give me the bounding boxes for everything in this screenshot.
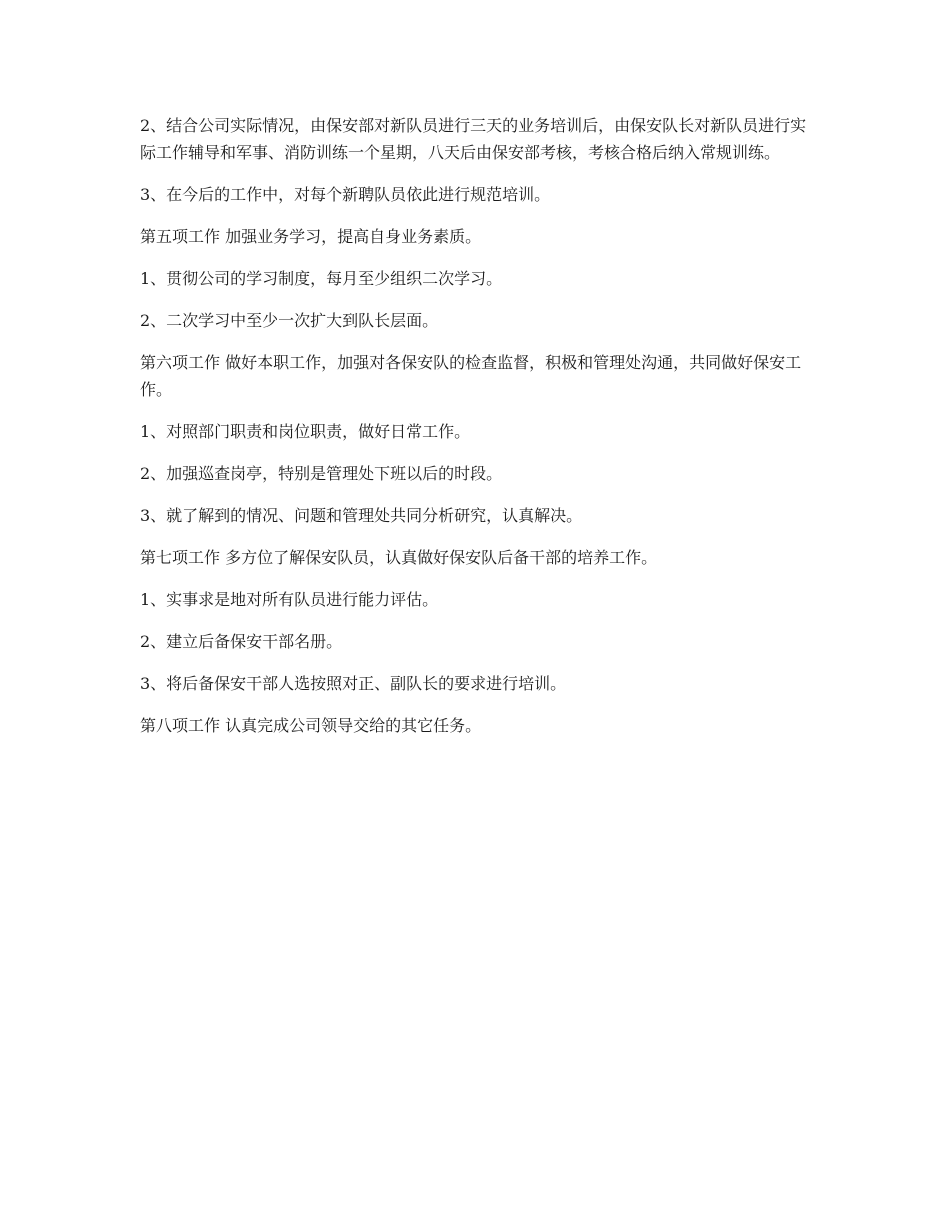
section-heading-6: 第六项工作 做好本职工作，加强对各保安队的检查监督，积极和管理处沟通，共同做好保安工作。 [140,353,802,399]
paragraph-item-cadre-training: 3、将后备保安干部人选按照对正、副队长的要求进行培训。 [140,674,567,693]
paragraph-item-training-schedule: 2、结合公司实际情况，由保安部对新队员进行三天的业务培训后，由保安队长对新队员进行实际工作辅导和军事、消防训练一个星期，八天后由保安部考核，考核合格后纳入常规训练。 [140,116,807,162]
paragraph-item-patrol: 2、加强巡查岗亭，特别是管理处下班以后的时段。 [140,464,503,483]
paragraph-item-standard-training: 3、在今后的工作中，对每个新聘队员依此进行规范培训。 [140,185,551,204]
paragraph-item-daily-duties: 1、对照部门职责和岗位职责，做好日常工作。 [140,422,471,441]
document-body [140,112,816,754]
paragraph-item-assessment: 1、实事求是地对所有队员进行能力评估。 [140,590,439,609]
section-heading-5: 第五项工作 加强业务学习，提高自身业务素质。 [140,227,482,246]
section-heading-8: 第八项工作 认真完成公司领导交给的其它任务。 [140,716,482,735]
paragraph-item-study-expansion: 2、二次学习中至少一次扩大到队长层面。 [140,311,439,330]
paragraph-item-problem-solving: 3、就了解到的情况、问题和管理处共同分析研究，认真解决。 [140,506,583,525]
section-heading-7: 第七项工作 多方位了解保安队员，认真做好保安队后备干部的培养工作。 [140,548,658,567]
paragraph-item-study-system: 1、贯彻公司的学习制度，每月至少组织二次学习。 [140,269,503,288]
paragraph-item-roster: 2、建立后备保安干部名册。 [140,632,343,651]
